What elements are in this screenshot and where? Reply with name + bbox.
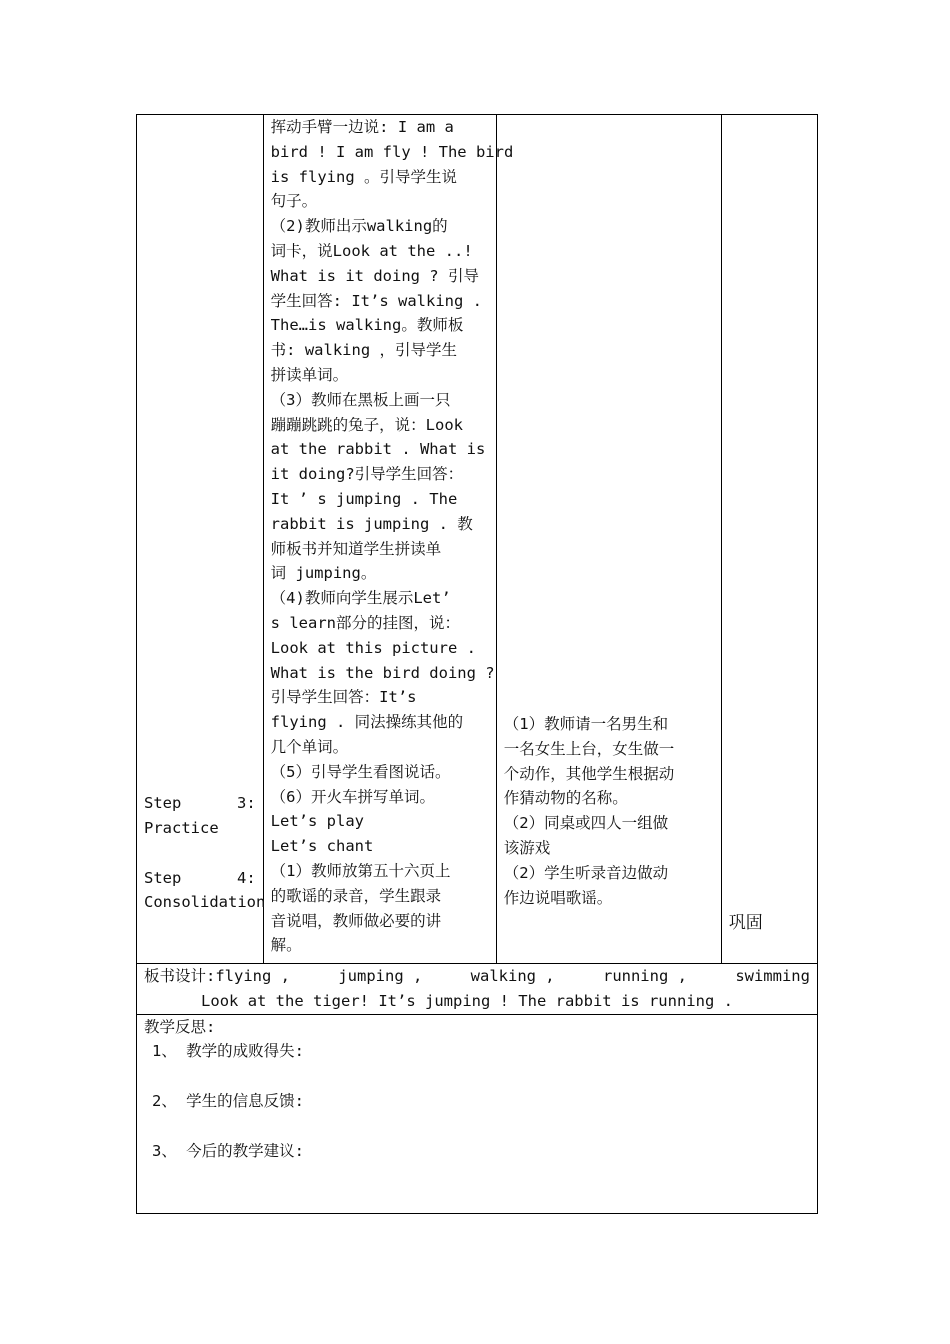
procedure-row: [137, 115, 818, 964]
purpose-column: [721, 115, 817, 964]
teacher-activity-line: 词卡，说Look at the ..!: [270, 241, 473, 260]
teacher-activity-line: The…is walking。教师板: [270, 316, 464, 335]
student-activity-line: （2）学生听录音边做动: [503, 863, 669, 882]
teacher-activity-line: What is the bird doing ?: [270, 663, 495, 682]
teacher-activity-line: 蹦蹦跳跳的兔子，说：Look: [270, 415, 463, 434]
teacher-activity-line: 词 jumping。: [270, 564, 377, 583]
student-activity-column: [496, 115, 721, 964]
purpose-text: 巩固: [728, 913, 763, 933]
teacher-activity-line: Let’s chant: [270, 837, 374, 856]
teacher-activity-line: （5）引导学生看图说话。: [270, 762, 451, 781]
teacher-activity-line: flying . 同法操练其他的: [270, 713, 464, 732]
step-4-heading: Step 4:: [144, 868, 256, 887]
teacher-activity-line: is flying 。引导学生说: [270, 167, 457, 186]
board-word: flying ,: [215, 967, 290, 985]
teacher-activity-line: 书: walking ，引导学生: [270, 341, 457, 360]
teacher-activity-line: 拼读单词。: [270, 365, 349, 384]
teacher-activity-line: s learn部分的挂图，说：: [270, 613, 460, 632]
teacher-activity-line: it doing?引导学生回答：: [270, 465, 464, 484]
teacher-activity-line: 的歌谣的录音，学生跟录: [270, 886, 442, 905]
student-activity-line: （1）教师请一名男生和: [503, 715, 669, 733]
teacher-activity-line: What is it doing ? 引导: [270, 266, 479, 285]
teacher-activity-line: 引导学生回答：It’s: [270, 688, 417, 707]
student-activity-line: 该游戏: [503, 838, 551, 857]
student-activity-line: （2）同桌或四人一组做: [503, 814, 669, 833]
board-word: jumping ,: [338, 967, 423, 985]
reflection-cell: [137, 1014, 818, 1213]
board-design-label: 板书设计:: [144, 967, 216, 985]
step-3-label: Practice: [144, 818, 219, 837]
reflection-item: 3、 今后的教学建议:: [152, 1141, 304, 1160]
step-4-label: Consolidation: [144, 893, 266, 912]
board-word: walking ,: [470, 967, 555, 985]
reflection-row: [137, 1014, 818, 1213]
student-activity-line: 一名女生上台，女生做一: [503, 739, 675, 758]
teacher-activity-line: 挥动手臂一边说: I am a: [270, 118, 454, 136]
teacher-activity-line: 句子。: [270, 192, 318, 211]
teacher-activity-line: 音说唱，教师做必要的讲: [270, 911, 442, 930]
teacher-activity-column: [263, 115, 514, 964]
teacher-activity-line: （6）开火车拼写单词。: [270, 787, 436, 806]
reflection-item: 2、 学生的信息反馈:: [152, 1092, 304, 1111]
teacher-activity-line: （2)教师出示walking的: [270, 217, 448, 236]
student-activity-line: 作边说唱歌谣。: [503, 888, 613, 907]
step-column: [137, 115, 264, 964]
teacher-activity-line: It ’ s jumping . The: [270, 489, 458, 508]
teacher-activity-line: 解。: [270, 936, 302, 955]
reflection-item: 1、 教学的成败得失:: [152, 1042, 304, 1061]
board-design-words: [144, 964, 810, 989]
teacher-activity-line: 几个单词。: [270, 737, 349, 756]
student-activity-line: 作猜动物的名称。: [503, 789, 628, 808]
board-design-sentence: Look at the tiger! It’s jumping ! The rabbit is running .: [201, 991, 733, 1010]
student-activity-line: 个动作，其他学生根据动: [503, 764, 675, 783]
lesson-plan-table: [136, 114, 818, 1214]
teacher-activity-line: （1）教师放第五十六页上: [270, 861, 451, 880]
teacher-activity-line: 师板书并知道学生拼读单: [270, 539, 442, 558]
teacher-activity-line: Look at this picture .: [270, 638, 476, 657]
teacher-activity-line: 学生回答: It’s walking .: [270, 291, 482, 310]
teacher-activity-line: （3）教师在黑板上画一只: [270, 390, 451, 409]
teacher-activity-line: bird ! I am fly ! The bird: [270, 142, 514, 161]
board-design-row: [137, 964, 818, 1015]
reflection-title: 教学反思:: [144, 1017, 216, 1036]
board-design-cell: [137, 964, 818, 1015]
board-word: running ,: [602, 967, 687, 985]
teacher-activity-line: （4)教师向学生展示Let’: [270, 589, 451, 608]
board-word: swimming: [735, 967, 810, 985]
step-3-heading: Step 3:: [144, 794, 256, 812]
teacher-activity-line: Let’s play: [270, 812, 364, 831]
teacher-activity-line: rabbit is jumping . 教: [270, 514, 473, 533]
teacher-activity-line: at the rabbit . What is: [270, 440, 486, 459]
